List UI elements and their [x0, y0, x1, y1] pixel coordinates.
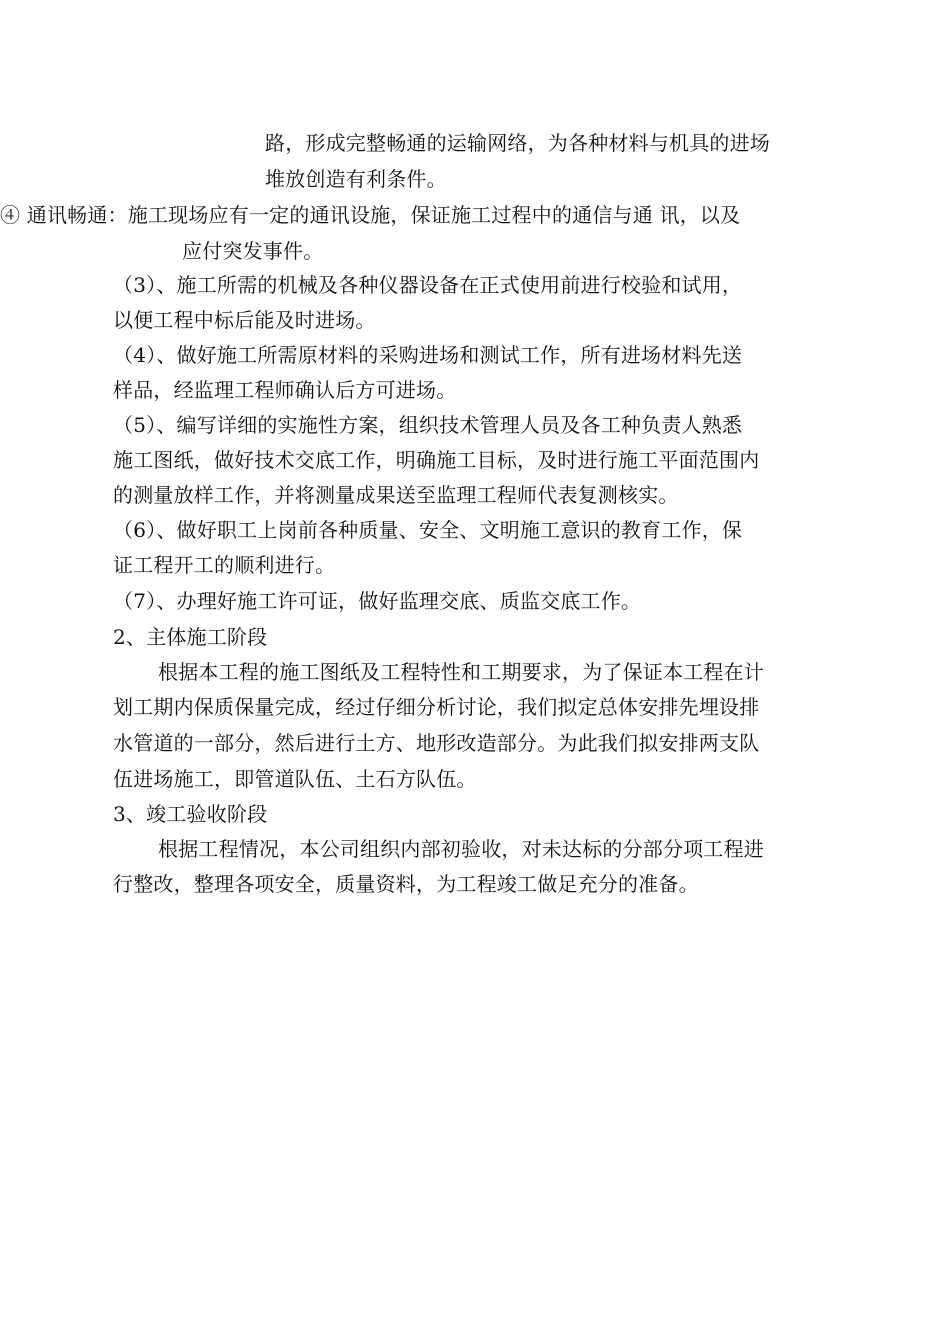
text-line: （6）、做好职工上岗前各种质量、安全、文明施工意识的教育工作，保: [113, 518, 743, 542]
text-line: 应付突发事件。: [182, 239, 324, 263]
text-line: （7）、办理好施工许可证，做好监理交底、质监交底工作。: [113, 589, 642, 613]
text-line: 证工程开工的顺利进行。: [113, 553, 336, 577]
text-line: （5）、编写详细的实施性方案，组织技术管理人员及各工种负责人熟悉: [113, 413, 743, 437]
section-heading: 2、主体施工阶段: [113, 625, 268, 649]
text-line: （3）、施工所需的机械及各种仪器设备在正式使用前进行校验和试用，: [113, 273, 743, 297]
text-line: 以便工程中标后能及时进场。: [113, 308, 376, 332]
text-line: （4）、做好施工所需原材料的采购进场和测试工作，所有进场材料先送: [113, 343, 743, 367]
text-line: 样品，经监理工程师确认后方可进场。: [113, 378, 457, 402]
section-heading: 3、竣工验收阶段: [113, 802, 268, 826]
text-line: 施工图纸，做好技术交底工作，明确施工目标，及时进行施工平面范围内: [113, 448, 760, 472]
text-line: 水管道的一部分，然后进行土方、地形改造部分。为此我们拟安排两支队: [113, 731, 760, 755]
text-line: 行整改，整理各项安全，质量资料，为工程竣工做足充分的准备。: [113, 872, 699, 896]
text-line: 路，形成完整畅通的运输网络，为各种材料与机具的进场: [265, 131, 770, 155]
text-line: 的测量放样工作，并将测量成果送至监理工程师代表复测核实。: [113, 483, 679, 507]
text-line: 堆放创造有利条件。: [265, 167, 447, 191]
text-line: 划工期内保质保量完成，经过仔细分析讨论，我们拟定总体安排先埋设排: [113, 695, 760, 719]
text-line: 根据本工程的施工图纸及工程特性和工期要求，为了保证本工程在计: [158, 660, 764, 684]
text-line: ④ 通讯畅通：施工现场应有一定的通讯设施，保证施工过程中的通信与通 讯，以及: [0, 203, 741, 227]
text-line: 根据工程情况，本公司组织内部初验收，对未达标的分部分项工程进: [158, 837, 764, 861]
text-line: 伍进场施工，即管道队伍、土石方队伍。: [113, 767, 477, 791]
